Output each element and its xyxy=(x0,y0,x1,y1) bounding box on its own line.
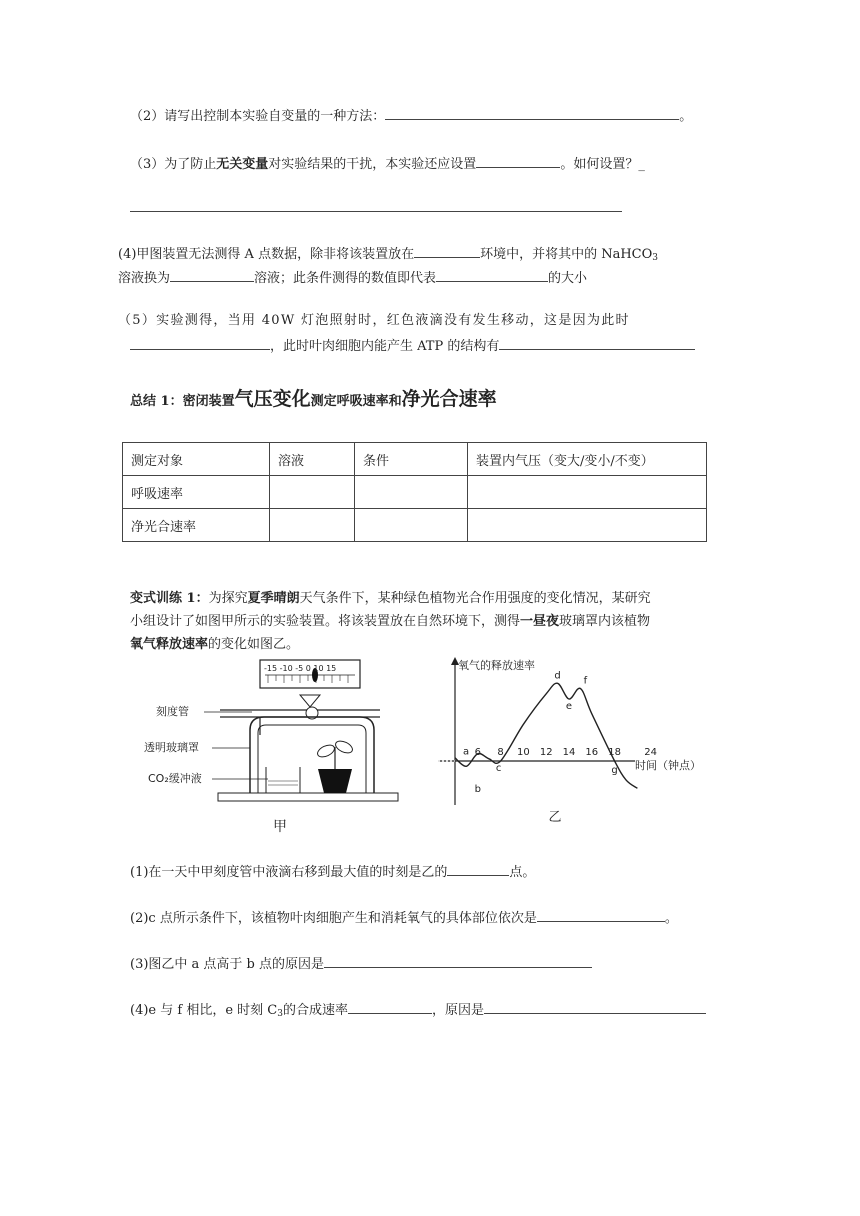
variant-text2: 天气条件下，某种绿色植物光合作用强度的变化情况，某研究 xyxy=(299,591,651,606)
variant-question-4-text: (4)e 与 f 相比，e 时刻 C xyxy=(130,1003,278,1018)
point-label-f: f xyxy=(583,675,588,687)
table-cell[interactable] xyxy=(270,509,355,542)
variant-question-4-text3: ，原因是 xyxy=(431,1003,484,1018)
table-header: 条件 xyxy=(355,443,468,476)
table-cell[interactable] xyxy=(355,509,468,542)
question-5-text: （5）实验测得，当用 40W 灯泡照射时，红色液滴没有发生移动，这是因为此时 xyxy=(118,313,630,328)
caption-jia: 甲 xyxy=(273,819,287,835)
bold-term: 无关变量 xyxy=(216,157,269,172)
summary-part1: 总结 1：密闭装置 xyxy=(130,394,235,409)
question-5-text2: ，此时叶肉细胞内能产生 ATP 的结构有 xyxy=(270,339,500,354)
beaker xyxy=(266,767,300,793)
variant-question-1-end: 点。 xyxy=(509,865,536,880)
question-2 xyxy=(130,106,692,126)
question-4-text4: 溶液；此条件测得的数值即代表 xyxy=(254,271,437,286)
variant-text4: 玻璃罩内该植物 xyxy=(559,614,651,629)
answer-blank[interactable] xyxy=(476,154,560,168)
label-buffer: CO₂缓冲液 xyxy=(148,772,202,785)
table-header: 溶液 xyxy=(270,443,355,476)
arrow-down-icon xyxy=(300,695,320,707)
bold-term: 氧气释放速率 xyxy=(130,637,209,652)
summary-part4: 净光合速率 xyxy=(401,388,497,410)
table-row xyxy=(123,509,707,542)
variant-text5: 的变化如图乙。 xyxy=(208,637,300,652)
subscript: 3 xyxy=(277,1009,283,1019)
x-tick-label: 24 xyxy=(644,747,657,758)
table-cell[interactable] xyxy=(468,509,707,542)
answer-blank[interactable] xyxy=(348,1000,432,1014)
summary-part2: 气压变化 xyxy=(234,388,311,410)
x-tick-label: 12 xyxy=(539,747,553,758)
x-axis-label: 时间（钟点） xyxy=(635,759,701,772)
question-2-text: （2）请写出控制本实验自变量的一种方法： xyxy=(130,109,386,124)
table-header-row xyxy=(123,443,707,476)
flower-pot xyxy=(318,769,352,793)
x-tick-label: 18 xyxy=(608,747,621,758)
answer-blank[interactable] xyxy=(484,1000,706,1014)
point-label-b: b xyxy=(474,783,481,795)
answer-blank[interactable] xyxy=(170,268,254,282)
leaf-icon xyxy=(334,739,355,756)
question-3 xyxy=(130,154,645,174)
x-tick-label: 14 xyxy=(562,747,576,758)
summary-table xyxy=(122,442,707,542)
point-label-e: e xyxy=(565,701,573,713)
variant-title: 变式训练 1： xyxy=(130,591,209,606)
answer-blank[interactable] xyxy=(436,268,548,282)
point-label-d: d xyxy=(554,670,561,682)
question-5 xyxy=(118,312,630,330)
table-row xyxy=(123,476,707,509)
oxygen-chart xyxy=(430,655,730,840)
answer-blank[interactable] xyxy=(537,908,665,922)
answer-blank[interactable] xyxy=(130,336,270,350)
x-tick-label: 8 xyxy=(497,747,504,758)
subscript: 3 xyxy=(652,253,659,263)
summary-part3: 测定呼吸速率和 xyxy=(310,394,402,409)
leaf-icon xyxy=(316,743,337,760)
variant-line2 xyxy=(130,613,650,631)
question-4-text5: 的大小 xyxy=(548,271,588,286)
question-3-text3: 。如何设置？_ xyxy=(560,157,645,172)
question-4-text2: 环境中，并将其中的 NaHCO xyxy=(480,247,653,262)
answer-blank[interactable] xyxy=(447,862,509,876)
x-tick-label: 10 xyxy=(517,747,530,758)
variant-question-2-text: (2)c 点所示条件下，该植物叶肉细胞产生和消耗氧气的具体部位依次是 xyxy=(130,911,537,926)
summary-heading xyxy=(130,386,497,415)
y-axis-label: 氧气的释放速率 xyxy=(458,659,535,672)
answer-blank[interactable] xyxy=(414,244,480,258)
variant-line1 xyxy=(130,590,651,608)
variant-question-2 xyxy=(130,908,678,928)
question-3-line2 xyxy=(130,198,622,218)
point-label-a: a xyxy=(463,746,470,758)
question-5-line2 xyxy=(130,336,695,356)
question-4-text3: 溶液换为 xyxy=(118,271,171,286)
table-cell: 呼吸速率 xyxy=(123,476,270,509)
variant-question-1-text: (1)在一天中甲刻度管中液滴右移到最大值的时刻是乙的 xyxy=(130,865,448,880)
base-plate xyxy=(218,793,398,801)
variant-question-4-text2: 的合成速率 xyxy=(282,1003,348,1018)
question-4 xyxy=(118,244,658,267)
table-cell[interactable] xyxy=(355,476,468,509)
question-3-text: （3）为了防止 xyxy=(130,157,217,172)
answer-blank[interactable] xyxy=(130,198,622,212)
variant-question-4 xyxy=(130,1000,706,1023)
table-header: 测定对象 xyxy=(123,443,270,476)
label-cover: 透明玻璃罩 xyxy=(144,741,199,754)
variant-text3: 小组设计了如图甲所示的实验装置。将该装置放在自然环境下，测得 xyxy=(130,614,521,629)
apparatus-figure xyxy=(140,655,420,840)
answer-blank[interactable] xyxy=(324,954,592,968)
answer-blank[interactable] xyxy=(499,336,695,350)
point-label-c: c xyxy=(495,763,502,774)
variant-question-3 xyxy=(130,954,592,974)
x-tick-label: 6 xyxy=(474,747,481,758)
table-header: 装置内气压（变大/变小/不变） xyxy=(468,443,707,476)
point-label-g: g xyxy=(611,765,618,776)
bold-term: 夏季晴朗 xyxy=(247,591,300,606)
question-4-line2 xyxy=(118,268,587,288)
table-cell: 净光合速率 xyxy=(123,509,270,542)
variant-text: 为探究 xyxy=(208,591,248,606)
scale-label: -15 -10 -5 0 10 15 xyxy=(264,664,337,673)
bold-term: 一昼夜 xyxy=(520,614,560,629)
question-4-text: (4)甲图装置无法测得 A 点数据，除非将该装置放在 xyxy=(118,247,415,262)
label-tube: 刻度管 xyxy=(156,705,189,718)
question-3-text2: 对实验结果的干扰，本实验还应设置 xyxy=(268,157,477,172)
variant-question-3-text: (3)图乙中 a 点高于 b 点的原因是 xyxy=(130,957,325,972)
variant-line3 xyxy=(130,636,299,654)
table-cell[interactable] xyxy=(270,476,355,509)
caption-yi: 乙 xyxy=(548,810,562,825)
variant-question-2-end: 。 xyxy=(664,911,678,926)
variant-question-1 xyxy=(130,862,535,882)
curve-line xyxy=(455,683,637,788)
period: 。 xyxy=(679,109,693,124)
x-tick-label: 16 xyxy=(585,747,599,758)
table-cell[interactable] xyxy=(468,476,707,509)
answer-blank[interactable] xyxy=(385,106,679,120)
